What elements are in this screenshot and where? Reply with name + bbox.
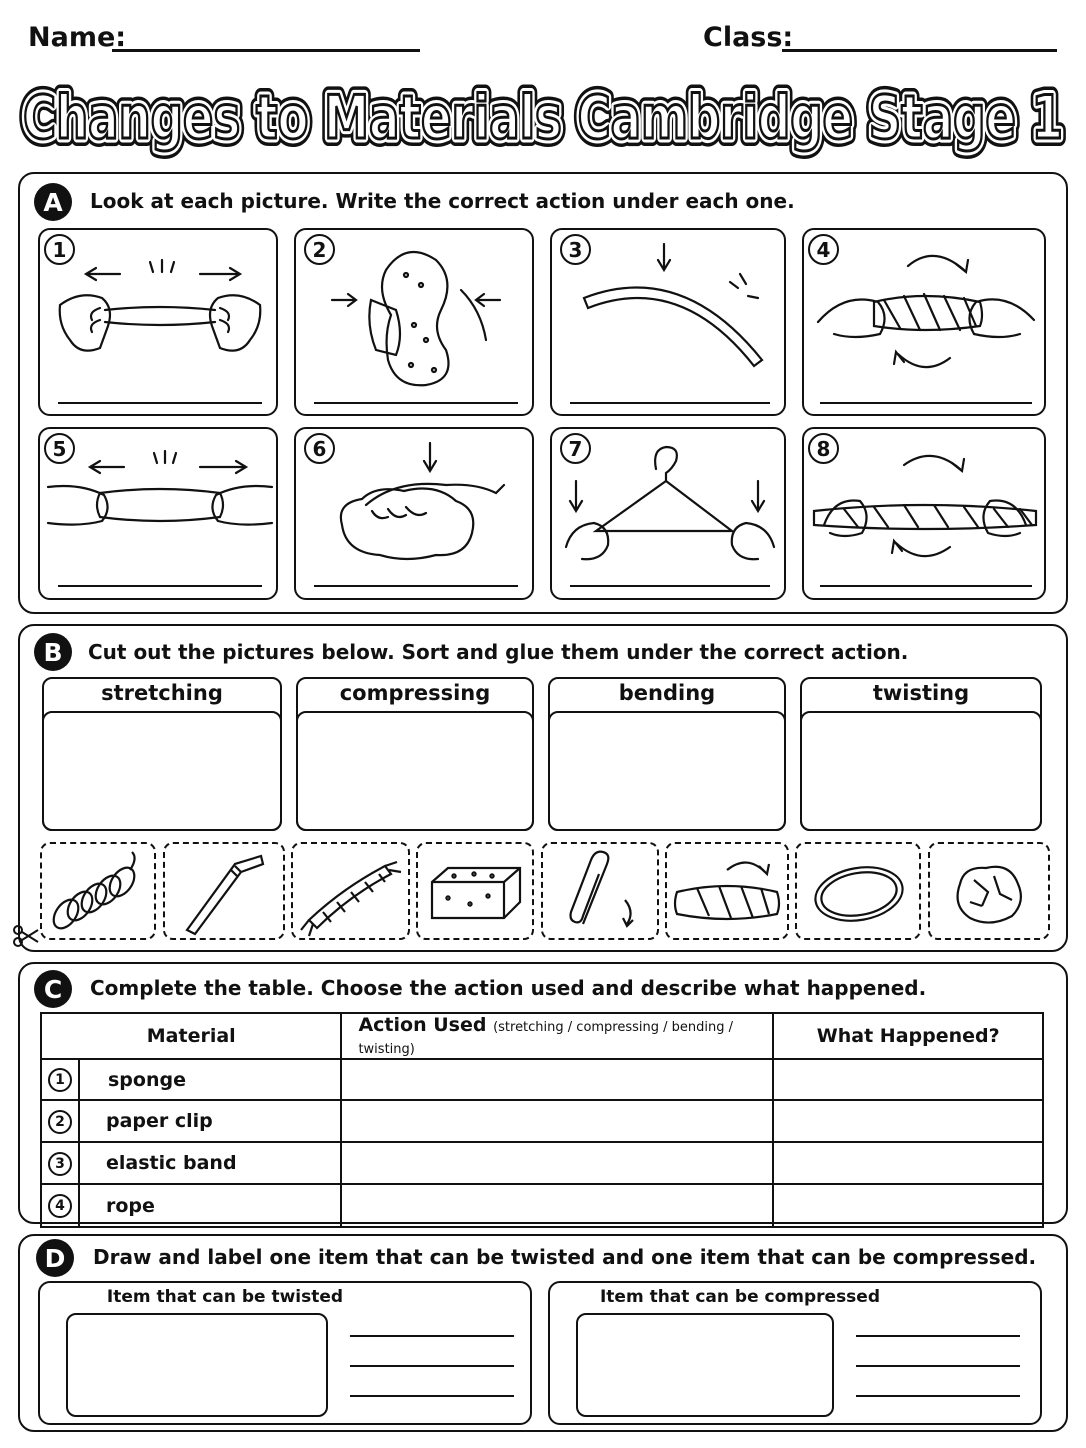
glue-area[interactable] bbox=[548, 711, 786, 831]
answer-line-2[interactable] bbox=[314, 402, 518, 404]
answer-line-1[interactable] bbox=[58, 402, 262, 404]
section-d-instruction: Draw and label one item that can be twisted and one item that can be compressed. bbox=[93, 1245, 1037, 1269]
picture-card-6 bbox=[294, 427, 534, 600]
label-line[interactable] bbox=[856, 1365, 1020, 1367]
twisted-item-panel bbox=[38, 1281, 532, 1425]
materials-table bbox=[40, 1012, 1044, 1228]
table-row bbox=[41, 1059, 1043, 1100]
class-field[interactable] bbox=[782, 49, 1057, 52]
picture-card-1 bbox=[38, 228, 278, 416]
material-cell: paper clip bbox=[79, 1100, 341, 1142]
sort-box-title: twisting bbox=[872, 681, 970, 705]
glue-area[interactable] bbox=[800, 711, 1042, 831]
section-a-instruction: Look at each picture. Write the correct action under each one. bbox=[90, 189, 795, 213]
compressed-item-title: Item that can be compressed bbox=[599, 1287, 881, 1307]
hand-squeezing-sponge-icon bbox=[296, 230, 536, 418]
table-row bbox=[41, 1100, 1043, 1142]
happened-cell[interactable] bbox=[773, 1059, 1043, 1100]
picture-number: 8 bbox=[808, 433, 839, 464]
answer-line-6[interactable] bbox=[314, 585, 518, 587]
picture-number: 3 bbox=[560, 234, 591, 265]
picture-card-8 bbox=[802, 427, 1046, 600]
header-action-options: (stretching / compressing / bending / twisting) bbox=[358, 1020, 734, 1057]
header-action bbox=[341, 1013, 773, 1059]
bending-ruler-icon bbox=[552, 230, 788, 418]
sort-box-twisting bbox=[800, 677, 1042, 831]
picture-number: 1 bbox=[44, 234, 75, 265]
section-c-instruction: Complete the table. Choose the action used and describe what happened. bbox=[90, 976, 927, 1000]
hands-bending-hanger-icon bbox=[552, 429, 788, 602]
happened-cell[interactable] bbox=[773, 1142, 1043, 1184]
hands-stretching-elastic-icon bbox=[40, 230, 280, 418]
svg-text:Changes to Materials Cambridge: Changes to Materials Cambridge Stage 1 bbox=[23, 83, 1063, 153]
glue-area[interactable] bbox=[42, 711, 282, 831]
label-line[interactable] bbox=[350, 1365, 514, 1367]
label-line[interactable] bbox=[856, 1395, 1020, 1397]
twisted-dough-icon bbox=[667, 844, 787, 938]
label-line[interactable] bbox=[350, 1335, 514, 1337]
crumpled-paper-icon bbox=[930, 844, 1048, 938]
sort-box-compressing bbox=[296, 677, 534, 831]
happened-cell[interactable] bbox=[773, 1100, 1043, 1142]
hands-twisting-rope-icon bbox=[804, 230, 1048, 418]
cutout-sponge[interactable] bbox=[416, 842, 534, 940]
class-label: Class: bbox=[703, 22, 794, 53]
header-action-label: Action Used bbox=[358, 1014, 487, 1036]
elastic-band-icon bbox=[797, 844, 919, 938]
row-number: 4 bbox=[48, 1194, 72, 1218]
table-row bbox=[41, 1184, 1043, 1227]
cutout-spring[interactable] bbox=[40, 842, 156, 940]
row-number: 1 bbox=[48, 1068, 72, 1092]
picture-number: 2 bbox=[304, 234, 335, 265]
answer-line-4[interactable] bbox=[820, 402, 1032, 404]
picture-card-3 bbox=[550, 228, 786, 416]
twisted-drawing-area[interactable] bbox=[66, 1313, 328, 1417]
material-cell: rope bbox=[79, 1184, 341, 1227]
compressed-drawing-area[interactable] bbox=[576, 1313, 834, 1417]
cutout-paper-clip[interactable] bbox=[541, 842, 659, 940]
action-cell[interactable] bbox=[341, 1142, 773, 1184]
picture-number: 7 bbox=[560, 433, 591, 464]
section-a-badge: A bbox=[34, 183, 72, 221]
picture-card-2 bbox=[294, 228, 534, 416]
spring-icon bbox=[42, 844, 154, 938]
picture-number: 4 bbox=[808, 234, 839, 265]
paper-clip-icon bbox=[543, 844, 657, 938]
hands-stretching-dough-icon bbox=[40, 429, 280, 602]
scissors-icon bbox=[12, 922, 40, 950]
row-number: 2 bbox=[48, 1110, 72, 1134]
cutout-twisted-dough[interactable] bbox=[665, 842, 789, 940]
sort-box-title: bending bbox=[618, 681, 716, 705]
answer-line-8[interactable] bbox=[820, 585, 1032, 587]
cutout-straw[interactable] bbox=[163, 842, 285, 940]
table-row bbox=[41, 1142, 1043, 1184]
label-line[interactable] bbox=[350, 1395, 514, 1397]
action-cell[interactable] bbox=[341, 1059, 773, 1100]
happened-cell[interactable] bbox=[773, 1184, 1043, 1227]
picture-number: 6 bbox=[304, 433, 335, 464]
header-what-happened: What Happened? bbox=[773, 1013, 1043, 1059]
section-d-badge: D bbox=[36, 1239, 74, 1277]
svg-text:Changes to Materials Cambridge: Changes to Materials Cambridge Stage 1 bbox=[23, 83, 1063, 153]
sort-box-title: stretching bbox=[101, 681, 223, 705]
name-label: Name: bbox=[28, 22, 127, 53]
worksheet-title bbox=[10, 66, 1076, 170]
label-line[interactable] bbox=[856, 1335, 1020, 1337]
sort-box-title: compressing bbox=[339, 681, 491, 705]
hand-pressing-dough-icon bbox=[296, 429, 536, 602]
action-cell[interactable] bbox=[341, 1100, 773, 1142]
row-number: 3 bbox=[48, 1152, 72, 1176]
compressed-item-panel bbox=[548, 1281, 1042, 1425]
action-cell[interactable] bbox=[341, 1184, 773, 1227]
material-cell: sponge bbox=[79, 1059, 341, 1100]
cutout-crumpled-paper[interactable] bbox=[928, 842, 1050, 940]
cutout-elastic-band[interactable] bbox=[795, 842, 921, 940]
twisted-rope-icon bbox=[293, 844, 408, 938]
hands-twisting-rope-icon bbox=[804, 429, 1048, 602]
header-material: Material bbox=[41, 1013, 341, 1059]
sort-box-stretching bbox=[42, 677, 282, 831]
material-cell: elastic band bbox=[79, 1142, 341, 1184]
name-field[interactable] bbox=[112, 49, 420, 52]
section-b-instruction: Cut out the pictures below. Sort and glue them under the correct action. bbox=[88, 640, 909, 664]
sponge-icon bbox=[418, 844, 532, 938]
answer-line-3[interactable] bbox=[570, 402, 770, 404]
section-c-badge: C bbox=[34, 970, 72, 1008]
answer-line-5[interactable] bbox=[58, 585, 262, 587]
picture-card-4 bbox=[802, 228, 1046, 416]
cutout-rope[interactable] bbox=[291, 842, 410, 940]
answer-line-7[interactable] bbox=[570, 585, 770, 587]
picture-card-7 bbox=[550, 427, 786, 600]
glue-area[interactable] bbox=[296, 711, 534, 831]
sort-box-bending bbox=[548, 677, 786, 831]
picture-number: 5 bbox=[44, 433, 75, 464]
svg-text:Changes to Materials Cambridge: Changes to Materials Cambridge Stage 1 bbox=[23, 83, 1063, 153]
twisted-item-title: Item that can be twisted bbox=[106, 1287, 344, 1307]
bendy-straw-icon bbox=[165, 844, 283, 938]
picture-card-5 bbox=[38, 427, 278, 600]
section-b-badge: B bbox=[34, 633, 72, 671]
